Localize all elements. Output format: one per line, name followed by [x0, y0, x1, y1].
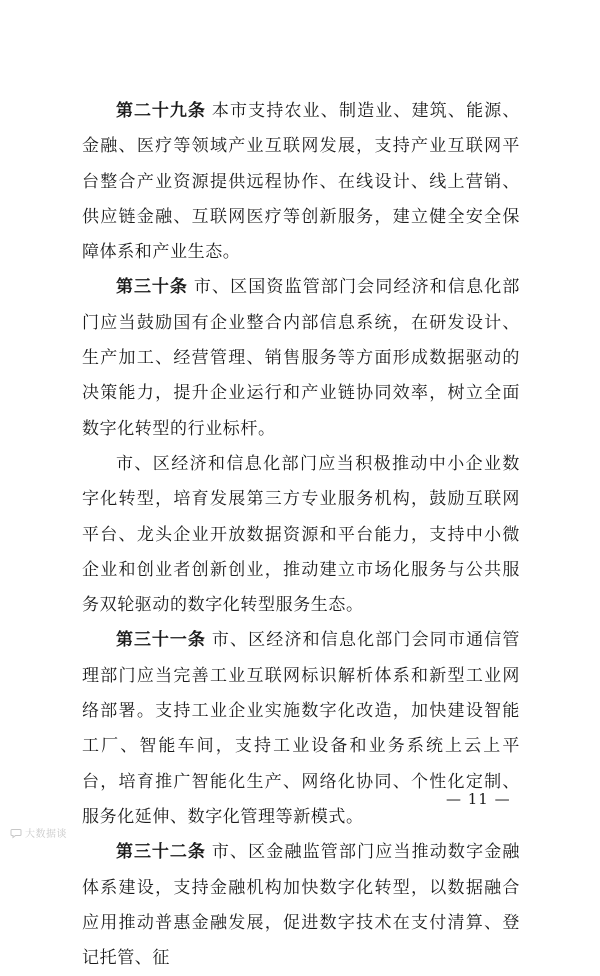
- page-number: — 11 —: [446, 790, 511, 808]
- paragraph-article-32: [82, 835, 520, 976]
- document-body: [82, 94, 520, 976]
- paragraph-text: 市、区经济和信息化部门应当积极推动中小企业数字化转型，培育发展第三方专业服务机构，鼓励互联网平台、龙头企业开放数据资源和平台能力，支持中小微企业和创业者创新创业，推动建立市场化服务与公共服务双轮驱动的数字化转型服务生态。: [82, 453, 520, 616]
- article-number: 第二十九条: [116, 101, 206, 121]
- paragraph-text: 市、区经济和信息化部门会同市通信管理部门应当完善工业互联网标识解析体系和新型工业网络部署。支持工业企业实施数字化改造，加快建设智能工厂、智能车间，支持工业设备和业务系统上云上平台，培育推广智能化生产、网络化协同、个性化定制、服务化延伸、数字化管理等新模式。: [82, 630, 520, 827]
- watermark-text: 大数据谈: [25, 829, 67, 840]
- paragraph-article-30: [82, 270, 520, 446]
- article-number: 第三十二条: [116, 842, 206, 863]
- paragraph-article-30-continued: [82, 447, 520, 623]
- watermark: [10, 825, 67, 840]
- article-number: 第三十条: [116, 277, 188, 298]
- article-number: 第三十一条: [116, 630, 206, 651]
- paragraph-text: 市、区国资监管部门会同经济和信息化部门应当鼓励国有企业整合内部信息系统，在研发设计、生产加工、经营管理、销售服务等方面形成数据驱动的决策能力，提升企业运行和产业链协同效率，树立全面数字化转型的行业标杆。: [82, 277, 520, 439]
- paragraph-article-29: [82, 94, 520, 270]
- paragraph-text: 本市支持农业、制造业、建筑、能源、金融、医疗等领域产业互联网发展，支持产业互联网平台整合产业资源提供远程协作、在线设计、线上营销、供应链金融、互联网医疗等创新服务，建立健全安全保障体系和产业生态。: [82, 101, 520, 263]
- paragraph-text: 市、区金融监管部门应当推动数字金融体系建设，支持金融机构加快数字化转型，以数据融合应用推动普惠金融发展，促进数字技术在支付清算、登记托管、征: [82, 842, 520, 969]
- chat-bubble-icon: [10, 827, 22, 839]
